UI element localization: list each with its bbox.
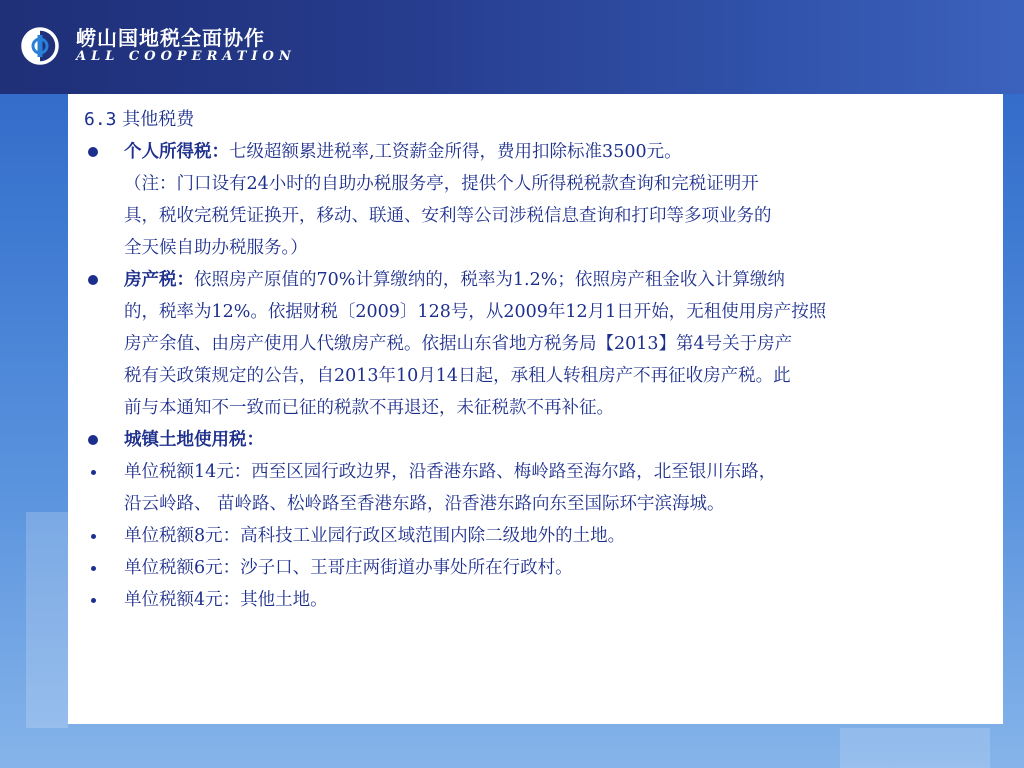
item-text: 税有关政策规定的公告，自2013年10月14日起，承租人转租房产不再征收房产税。此 bbox=[124, 366, 791, 386]
item-line bbox=[124, 424, 984, 456]
item-line bbox=[124, 232, 984, 264]
bullet-circle-icon bbox=[88, 435, 98, 445]
item-line bbox=[124, 584, 984, 616]
decorative-panel-left bbox=[26, 512, 68, 728]
item-line bbox=[124, 392, 984, 424]
item-text: 全天候自助办税服务。） bbox=[124, 238, 308, 258]
item-text: 单位税额14元：西至区园行政边界，沿香港东路、梅岭路至海尔路，北至银川东路， bbox=[124, 462, 777, 482]
bullet-dot-icon bbox=[91, 566, 96, 571]
section-title-text: 其他税费 bbox=[122, 109, 195, 130]
cooperation-logo-icon bbox=[20, 26, 60, 66]
item-label: 房产税： bbox=[124, 270, 194, 290]
bullet-dot-icon bbox=[91, 534, 96, 539]
brand-name-cn: 崂山国地税全面协作 bbox=[76, 26, 265, 50]
item-text: 单位税额8元：高科技工业园行政区域范围内除二级地外的土地。 bbox=[124, 526, 626, 546]
item-line bbox=[124, 168, 984, 200]
item-text: （注：门口设有24小时的自助办税服务亭，提供个人所得税税款查询和完税证明开 bbox=[124, 174, 759, 194]
content-panel bbox=[68, 94, 1003, 724]
bullet-dot-icon bbox=[91, 470, 96, 475]
item-line bbox=[124, 520, 984, 552]
item-line bbox=[124, 136, 984, 168]
bullet-circle-icon bbox=[88, 275, 98, 285]
item-line bbox=[124, 552, 984, 584]
item-text: 房产余值、由房产使用人代缴房产税。依据山东省地方税务局【2013】第4号关于房产 bbox=[124, 334, 793, 354]
list-item bbox=[84, 584, 984, 616]
list-item bbox=[84, 520, 984, 552]
item-text: 的，税率为12%。依据财税〔2009〕128号，从2009年12月1日开始，无租使用房产按照 bbox=[124, 302, 827, 322]
list-item bbox=[84, 264, 984, 424]
list-item bbox=[84, 552, 984, 584]
item-text: 依照房产原值的70%计算缴纳的，税率为1.2%；依照房产租金收入计算缴纳 bbox=[194, 270, 785, 290]
item-text: 单位税额4元：其他土地。 bbox=[124, 590, 328, 610]
item-text: 七级超额累进税率,工资薪金所得，费用扣除标准3500元。 bbox=[229, 142, 682, 162]
bullet-dot-icon bbox=[91, 598, 96, 603]
item-text: 单位税额6元：沙子口、王哥庄两街道办事处所在行政村。 bbox=[124, 558, 573, 578]
section-number: 6.3 bbox=[84, 109, 117, 130]
list-item bbox=[84, 456, 984, 520]
item-line bbox=[124, 360, 984, 392]
brand-name-en: ALL COOPERATION bbox=[76, 49, 296, 64]
item-line bbox=[124, 328, 984, 360]
section-title bbox=[84, 108, 194, 132]
item-line bbox=[124, 296, 984, 328]
header-bar bbox=[0, 0, 1024, 94]
item-text: 具，税收完税凭证换开，移动、联通、安利等公司涉税信息查询和打印等多项业务的 bbox=[124, 206, 772, 226]
list-item bbox=[84, 424, 984, 456]
item-line bbox=[124, 488, 984, 520]
decorative-panel-bottom bbox=[840, 728, 990, 768]
item-line bbox=[124, 200, 984, 232]
item-text: 前与本通知不一致而已征的税款不再退还，未征税款不再补征。 bbox=[124, 398, 614, 418]
item-label: 城镇土地使用税： bbox=[124, 430, 264, 450]
bullet-circle-icon bbox=[88, 147, 98, 157]
list-item bbox=[84, 136, 984, 264]
item-line bbox=[124, 264, 984, 296]
tax-item-list bbox=[84, 136, 984, 616]
item-line bbox=[124, 456, 984, 488]
item-text: 沿云岭路、 苗岭路、松岭路至香港东路，沿香港东路向东至国际环宇滨海城。 bbox=[124, 494, 725, 514]
item-label: 个人所得税： bbox=[124, 142, 229, 162]
